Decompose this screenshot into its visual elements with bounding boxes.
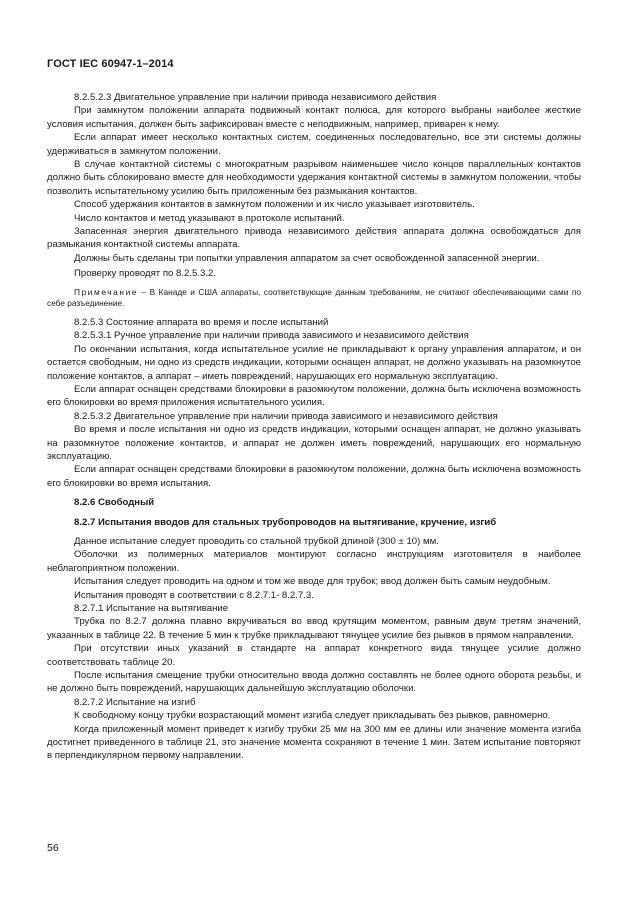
note-text: – В Канаде и США аппараты, соответствующие данным требованиям, не считают обеспечивающими сами по себе разъединение. <box>47 286 581 309</box>
paragraph: По окончании испытания, когда испытательное усилие не прикладывают к органу управления аппаратом, и он остается свободным, ни одно из средств индикации, которыми оснащен аппарат, не должно указывать на разомкнутое положение контактов, а аппарат – иметь повреждений, нарушающих его нормальную эксплуатацию. <box>47 343 581 382</box>
clause-8-2-5-3-title: 8.2.5.3 Состояние аппарата во время и после испытаний <box>74 316 329 328</box>
paragraph: Во время и после испытания ни одно из средств индикации, которыми оснащен аппарат, не должно указывать на разомкнутое положение контактов, и аппарат не должен иметь повреждений, нарушающих его нормальную эксплуатацию. <box>47 424 581 462</box>
clause-8-2-7-2-title: 8.2.7.2 Испытание на изгиб <box>74 696 196 708</box>
paragraph: Трубка по 8.2.7 должна плавно вкручиваться во ввод крутящим моментом, равным двум третям значений, указанных в таблице 22. В течение 5 мин к трубке прикладывают тянущее усилие без рывков в прямом направлении. <box>47 616 581 641</box>
paragraph: Данное испытание следует проводить со стальной трубкой длиной (300 ± 10) мм. <box>74 535 439 547</box>
paragraph: После испытания смещение трубки относительно ввода должно составлять не более одного оборота резьбы, и не должно быть повреждений, нарушающих дальнейшую эксплуатацию оболочки. <box>47 670 581 695</box>
note <box>47 287 581 310</box>
paragraph: При замкнутом положении аппарата подвижный контакт полюса, для которого выбраны наиболее жесткие условия испытания, должен быть зафиксирован вместе с неподвижным, например, приварен к нему. <box>47 105 581 130</box>
paragraph: Должны быть сделаны три попытки управления аппаратом за счет освобожденной запасенной энергии. <box>74 252 540 264</box>
note-label: Примечание <box>74 286 139 297</box>
document-body <box>47 91 581 763</box>
paragraph: Если аппарат оснащен средствами блокировки в разомкнутом положении, должна быть исключена возможность его блокировки во время приложения испытательного усилия. <box>47 383 581 409</box>
paragraph: В случае контактной системы с многократным разрывом наименьшее число концов параллельных контактов должно быть сблокировано вместе для необходимости удержания контактной системы в замкнутом положении, чтобы позволить испытательному усилию быть приложенным без размыкания контактов. <box>47 159 581 197</box>
clause-8-2-5-3-2-title: 8.2.5.3.2 Двигательное управление при наличии привода зависимого и независимого действия <box>74 410 498 422</box>
paragraph: К свободному концу трубки возрастающий момент изгиба следует прикладывать без рывков, равномерно. <box>74 710 551 722</box>
paragraph: Проверку проводят по 8.2.5.3.2. <box>74 268 217 280</box>
document-header: ГОСТ IEC 60947-1–2014 <box>47 58 174 70</box>
paragraph: Если аппарат оснащен средствами блокировки в разомкнутом положении, должна быть исключена возможность его блокировки во время испытания. <box>47 464 581 489</box>
section-8-2-7-heading: 8.2.7 Испытания вводов для стальных трубопроводов на вытягивание, кручение, изгиб <box>74 516 497 528</box>
clause-8-2-5-2-3-title: 8.2.5.2.3 Двигательное управление при наличии привода независимого действия <box>74 92 437 103</box>
paragraph: Когда приложенный момент приведет к изгибу трубки 25 мм на 300 мм ее длины или значение момента изгиба достигнет приведенного в таблице 21, это значение момента сохраняют в течение 1 мин. Затем испытание повторяют в перпендикулярном первому направлении. <box>47 723 581 762</box>
paragraph: Оболочки из полимерных материалов монтируют согласно инструкциям изготовителя в наиболее неблагоприятном положении. <box>47 549 581 574</box>
section-8-2-6-heading: 8.2.6 Свободный <box>74 497 155 509</box>
clause-8-2-5-3-1-title: 8.2.5.3.1 Ручное управление при наличии привода зависимого и независимого действия <box>74 330 469 342</box>
paragraph: При отсутствии иных указаний в стандарте на аппарат конкретного вида тянущее усилие должно соответствовать таблице 20. <box>47 643 581 668</box>
paragraph: Запасенная энергия двигательного привода независимого действия аппарата должна освобождаться для размыкания контактной системы аппарата. <box>47 226 581 251</box>
clause-8-2-7-1-title: 8.2.7.1 Испытание на вытягивание <box>74 603 229 614</box>
paragraph: Если аппарат имеет несколько контактных систем, соединенных последовательно, все эти системы должны удерживаться в замкнутом положении. <box>47 132 581 157</box>
paragraph: Число контактов и метод указывают в протоколе испытаний. <box>74 212 345 224</box>
paragraph: Испытания проводят в соответствии с 8.2.7.1- 8.2.7.3. <box>74 589 314 601</box>
page-number: 56 <box>47 842 59 854</box>
paragraph: Испытания следует проводить на одном и том же вводе для трубок; ввод должен быть самым неудобным. <box>74 576 551 588</box>
paragraph: Способ удержания контактов в замкнутом положении и их число указывает изготовитель. <box>74 199 475 211</box>
